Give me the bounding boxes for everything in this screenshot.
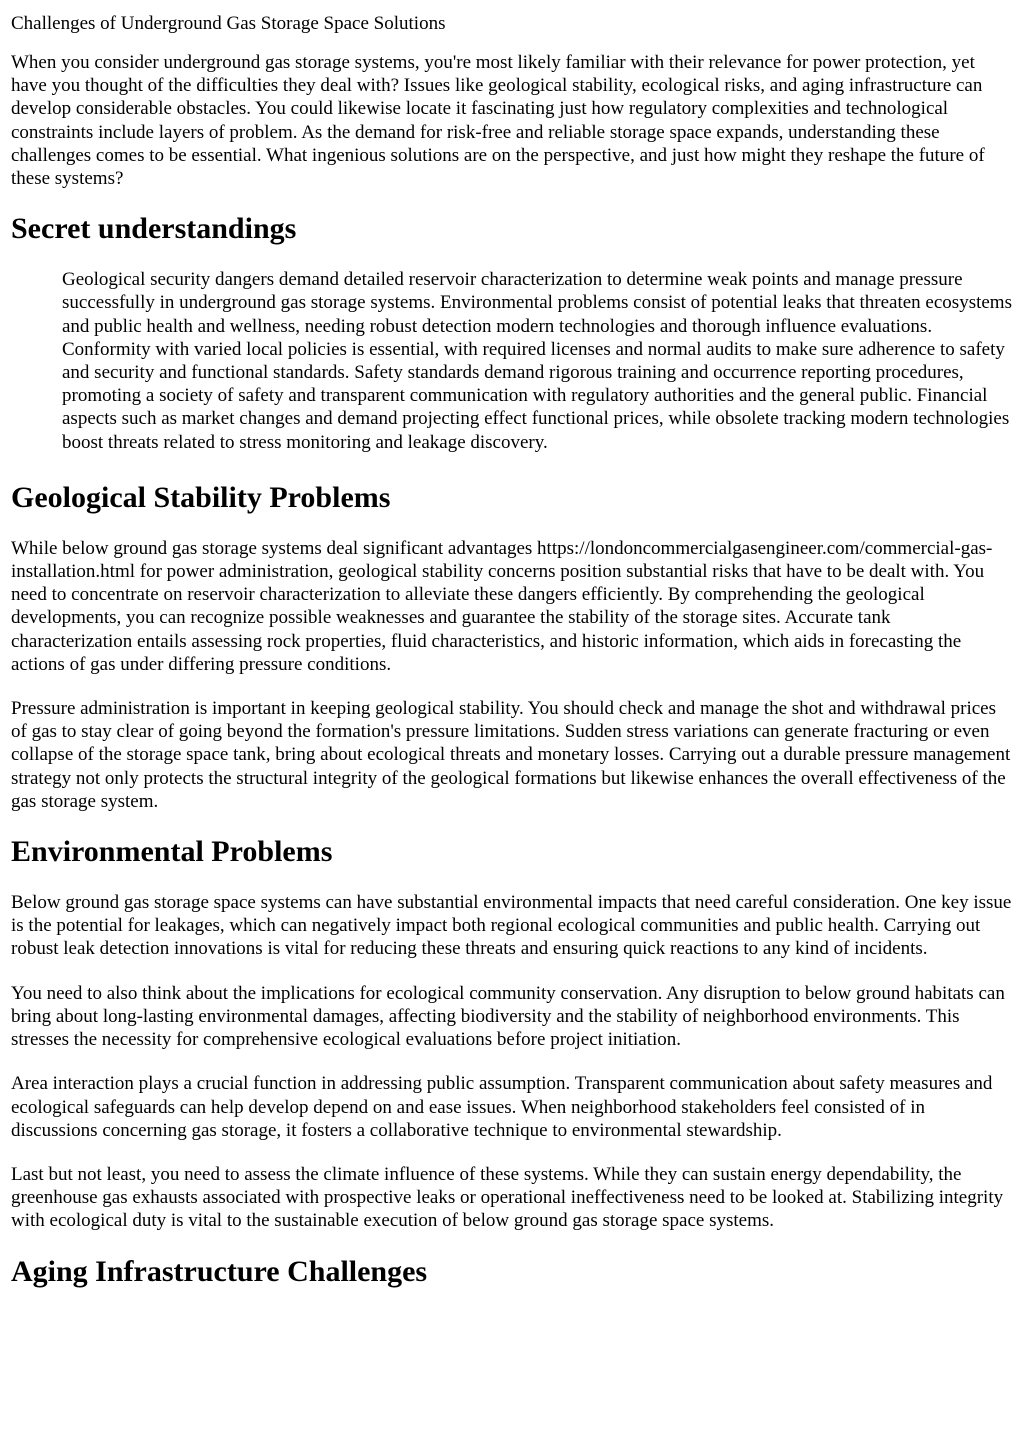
environmental-paragraph-1: Below ground gas storage space systems can have substantial environmental impacts that need careful consideration. One key issue is the potential for leakages, which can negatively impact both regional ecological communities and public health. Carrying out robust leak detection innovations is vital for reducing these threats and ensuring quick reactions to any kind of incidents. (11, 892, 1012, 960)
section-heading-key-insights: Secret understandings (11, 212, 297, 246)
geological-paragraph-2: Pressure administration is important in keeping geological stability. You should check and manage the shot and withdrawal prices of gas to stay clear of going beyond the formation's pressure limitations. Sudden stress variations can generate fracturing or even collapse of the storage space tank, bring about ecological threats and monetary losses. Carrying out a durable pressure management strategy not only protects the structural integrity of the geological formations but likewise enhances the overall effectiveness of the gas storage system. (11, 698, 1011, 812)
geological-paragraph-1: While below ground gas storage systems deal significant advantages https://londoncommercialgasengineer.com/commercial-gas-installation.html for power administration, geological stability concerns position substantial risks that have to be dealt with. You need to concentrate on reservoir characterization to alleviate these dangers efficiently. By comprehending the geological developments, you can recognize possible weaknesses and guarantee the stability of the storage sites. Accurate tank characterization entails assessing rock properties, fluid characteristics, and historic information, which aids in forecasting the actions of gas under differing pressure conditions. (11, 537, 993, 675)
section-heading-aging-infrastructure: Aging Infrastructure Challenges (11, 1254, 428, 1288)
environmental-paragraph-3: Area interaction plays a crucial function in addressing public assumption. Transparent communication about safety measures and ecological safeguards can help develop depend on and ease issues. When neighborhood stakeholders feel consisted of in discussions concerning gas storage, it fosters a collaborative technique to environmental stewardship. (11, 1073, 993, 1141)
section-heading-geological-stability: Geological Stability Problems (11, 480, 391, 514)
key-insights-text: Geological security dangers demand detailed reservoir characterization to determine weak points and manage pressure successfully in underground gas storage systems. Environmental problems consist of potential leaks that threaten ecosystems and public health and wellness, needing robust detection modern technologies and thorough influence evaluations. Conformity with varied local policies is essential, with required licenses and normal audits to make sure adherence to safety and security and functional standards. Safety standards demand rigorous training and occurrence reporting procedures, promoting a society of safety and transparent communication with regulatory authorities and the general public. Financial aspects such as market changes and demand projecting effect functional prices, while obsolete tracking modern technologies boost threats related to stress monitoring and leakage discovery. (62, 269, 1012, 453)
key-insights-blockquote (62, 268, 1013, 454)
document-title: Challenges of Underground Gas Storage Space Solutions (11, 13, 446, 34)
environmental-paragraph-4: Last but not least, you need to assess the climate influence of these systems. While they can sustain energy dependability, the greenhouse gas exhausts associated with prospective leaks or operational ineffectiveness need to be looked at. Stabilizing integrity with ecological duty is vital to the sustainable execution of below ground gas storage space systems. (11, 1163, 1004, 1232)
intro-paragraph: When you consider underground gas storage systems, you're most likely familiar with their relevance for power protection, yet have you thought of the difficulties they deal with? Issues like geological stability, ecological risks, and aging infrastructure can develop considerable obstacles. You could likewise locate it fascinating just how regulatory complexities and technological constraints include layers of problem. As the demand for risk-free and reliable storage space expands, understanding these challenges comes to be essential. What ingenious solutions are on the perspective, and just how might they reshape the future of these systems? (11, 52, 985, 190)
environmental-paragraph-2: You need to also think about the implications for ecological community conservation. Any disruption to below ground habitats can bring about long-lasting environmental damages, affecting biodiversity and the stability of neighborhood environments. This stresses the necessity for comprehensive ecological evaluations before project initiation. (11, 982, 1005, 1051)
section-heading-environmental: Environmental Problems (11, 835, 333, 869)
